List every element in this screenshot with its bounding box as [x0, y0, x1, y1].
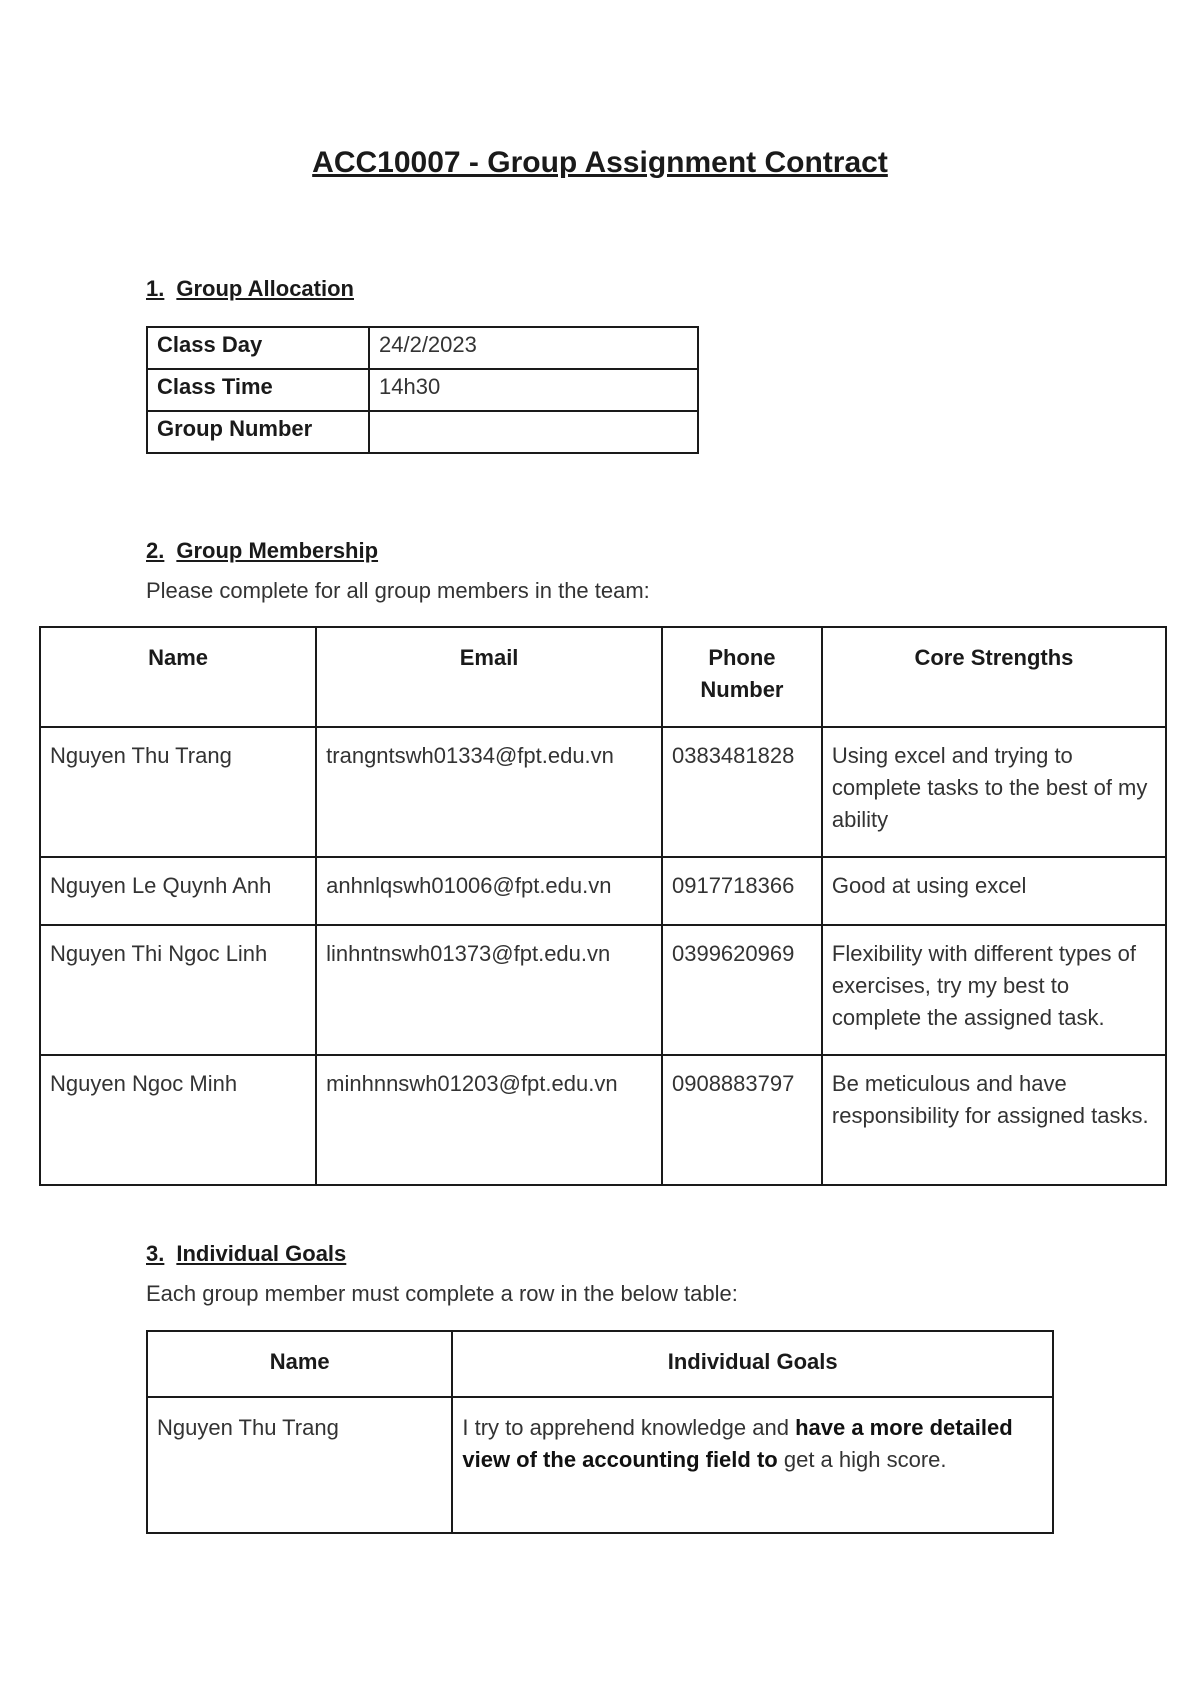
group-allocation-table	[146, 326, 699, 454]
table-header-row	[40, 627, 1166, 727]
table-row	[147, 327, 698, 369]
column-header-email: Email	[316, 627, 662, 727]
member-email: anhnlqswh01006@fpt.edu.vn	[316, 857, 662, 925]
table-header-row	[147, 1331, 1053, 1397]
class-day-label: Class Day	[147, 327, 369, 369]
member-email: minhnnswh01203@fpt.edu.vn	[316, 1055, 662, 1185]
member-phone: 0383481828	[662, 727, 822, 857]
individual-goals-table	[146, 1330, 1054, 1534]
group-number-value	[369, 411, 698, 453]
section-heading-membership	[146, 538, 378, 564]
goal-member-name: Nguyen Thu Trang	[147, 1397, 452, 1533]
goal-text-bold: have a more detailed view of the accounting field to	[462, 1415, 1013, 1472]
member-name: Nguyen Ngoc Minh	[40, 1055, 316, 1185]
table-row	[40, 1055, 1166, 1185]
member-phone: 0917718366	[662, 857, 822, 925]
document-title: ACC10007 - Group Assignment Contract	[312, 146, 888, 179]
goal-text-part: get a high score.	[777, 1447, 947, 1472]
goals-instruction: Each group member must complete a row in the below table:	[146, 1281, 738, 1306]
table-row	[147, 411, 698, 453]
section-title: Individual Goals	[176, 1241, 347, 1266]
member-email: trangntswh01334@fpt.edu.vn	[316, 727, 662, 857]
group-number-label: Group Number	[147, 411, 369, 453]
member-name: Nguyen Le Quynh Anh	[40, 857, 316, 925]
column-header-name: Name	[147, 1331, 452, 1397]
member-name: Nguyen Thi Ngoc Linh	[40, 925, 316, 1055]
member-phone: 0399620969	[662, 925, 822, 1055]
membership-instruction: Please complete for all group members in the team:	[146, 578, 650, 603]
goal-text-part: I try to apprehend knowledge and	[462, 1415, 796, 1440]
table-row	[147, 369, 698, 411]
section-heading-goals	[146, 1241, 346, 1267]
table-row	[40, 857, 1166, 925]
table-row	[147, 1397, 1053, 1533]
group-membership-table	[39, 626, 1167, 1186]
member-name: Nguyen Thu Trang	[40, 727, 316, 857]
column-header-goals: Individual Goals	[452, 1331, 1053, 1397]
section-number: 2.	[146, 538, 165, 563]
section-title: Group Allocation	[176, 276, 354, 301]
section-heading-allocation	[146, 276, 354, 302]
column-header-name: Name	[40, 627, 316, 727]
class-time-label: Class Time	[147, 369, 369, 411]
class-day-value: 24/2/2023	[369, 327, 698, 369]
member-strengths: Flexibility with different types of exercises, try my best to complete the assigned task.	[822, 925, 1166, 1055]
member-email: linhntnswh01373@fpt.edu.vn	[316, 925, 662, 1055]
section-number: 1.	[146, 276, 165, 301]
column-header-phone: Phone Number	[662, 627, 822, 727]
member-strengths: Be meticulous and have responsibility for assigned tasks.	[822, 1055, 1166, 1185]
column-header-strengths: Core Strengths	[822, 627, 1166, 727]
member-phone: 0908883797	[662, 1055, 822, 1185]
section-number: 3.	[146, 1241, 165, 1266]
table-row	[40, 727, 1166, 857]
section-title: Group Membership	[176, 538, 379, 563]
goal-text	[452, 1397, 1053, 1533]
member-strengths: Using excel and trying to complete tasks to the best of my ability	[822, 727, 1166, 857]
table-row	[40, 925, 1166, 1055]
member-strengths: Good at using excel	[822, 857, 1166, 925]
class-time-value: 14h30	[369, 369, 698, 411]
